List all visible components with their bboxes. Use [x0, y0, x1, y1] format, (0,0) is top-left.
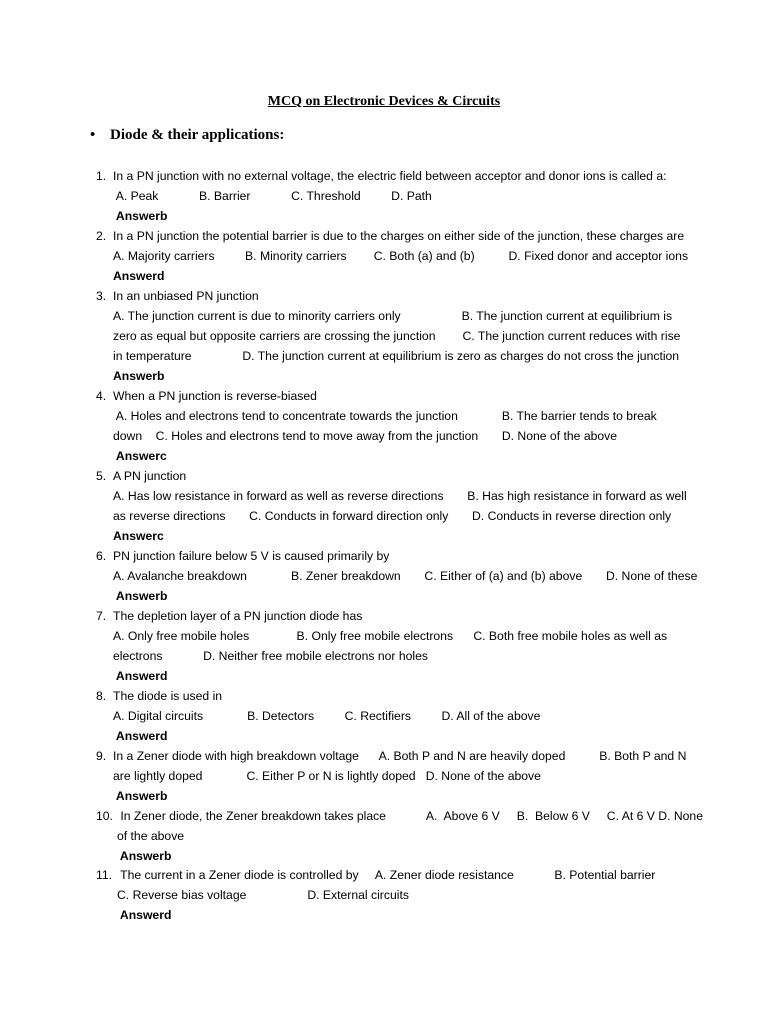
question-text: When a PN junction is reverse-biased — [113, 389, 317, 403]
question-item — [96, 806, 716, 866]
question-text: In a Zener diode with high breakdown voltage A. Both P and N are heavily doped B. Both P and N — [113, 749, 687, 763]
answer-line: Answerd — [113, 269, 165, 283]
question-text: In a PN junction with no external voltage, the electric field between acceptor and donor ions is called a: — [113, 169, 667, 183]
question-text: In Zener diode, the Zener breakdown takes place A. Above 6 V B. Below 6 V C. At 6 V D. None — [117, 809, 703, 823]
answer-line: Answerb — [113, 209, 168, 223]
options-line: in temperature D. The junction current at equilibrium is zero as charges do not cross the junction — [113, 349, 680, 363]
question-body — [113, 606, 716, 686]
options-line: C. Reverse bias voltage D. External circuits — [117, 888, 409, 902]
question-item — [96, 386, 716, 466]
answer-line: Answerb — [117, 849, 172, 863]
question-item — [96, 166, 716, 226]
options-line: A. Avalanche breakdown B. Zener breakdown C. Either of (a) and (b) above D. None of these — [113, 569, 698, 583]
question-item — [96, 686, 716, 746]
answer-line: Answerc — [113, 529, 164, 543]
options-line: A. Has low resistance in forward as well as reverse directions B. Has high resistance in forward as well — [113, 489, 687, 503]
question-item — [96, 606, 716, 686]
question-text: In an unbiased PN junction — [113, 289, 259, 303]
question-text: The depletion layer of a PN junction diode has — [113, 609, 363, 623]
question-text: A PN junction — [113, 469, 187, 483]
question-item — [96, 865, 716, 925]
question-item — [96, 466, 716, 546]
question-number: 1. — [96, 169, 107, 183]
question-text: PN junction failure below 5 V is caused primarily by — [113, 549, 390, 563]
answer-line: Answerd — [113, 669, 168, 683]
options-line: A. The junction current is due to minority carriers only B. The junction current at equilibrium is — [113, 309, 673, 323]
question-body — [113, 226, 716, 286]
answer-line: Answerb — [113, 369, 165, 383]
question-text: The current in a Zener diode is controlled by A. Zener diode resistance B. Potential barrier — [117, 868, 656, 882]
question-body — [113, 746, 716, 806]
question-number: 5. — [96, 469, 107, 483]
question-number: 7. — [96, 609, 107, 623]
question-number: 3. — [96, 289, 107, 303]
question-number: 10. — [96, 809, 113, 823]
question-body — [113, 286, 716, 386]
answer-line: Answerd — [117, 908, 172, 922]
question-number: 4. — [96, 389, 107, 403]
question-number: 9. — [96, 749, 107, 763]
options-line: zero as equal but opposite carriers are crossing the junction C. The junction current reduces with rise — [113, 329, 681, 343]
answer-line: Answerb — [113, 789, 168, 803]
answer-line: Answerb — [113, 589, 168, 603]
question-number: 6. — [96, 549, 107, 563]
question-number: 8. — [96, 689, 107, 703]
section-heading-text: Diode & their applications: — [110, 127, 285, 143]
question-number: 11. — [96, 868, 113, 882]
question-body — [113, 166, 716, 226]
answer-line: Answerc — [113, 449, 167, 463]
question-body — [117, 865, 716, 925]
question-item — [96, 226, 716, 286]
page-title: MCQ on Electronic Devices & Circuits — [267, 94, 501, 109]
options-line: of the above — [117, 829, 185, 843]
question-body — [113, 386, 716, 466]
question-item — [96, 546, 716, 606]
section-heading — [90, 127, 284, 144]
options-line: as reverse directions C. Conducts in forward direction only D. Conducts in reverse direction only — [113, 509, 672, 523]
options-line: down C. Holes and electrons tend to move away from the junction D. None of the above — [113, 429, 618, 443]
options-line: electrons D. Neither free mobile electrons nor holes — [113, 649, 428, 663]
question-text: The diode is used in — [113, 689, 223, 703]
question-body — [113, 546, 716, 606]
options-line: A. Holes and electrons tend to concentrate towards the junction B. The barrier tends to break — [113, 409, 657, 423]
question-body — [117, 806, 716, 866]
answer-line: Answerd — [113, 729, 168, 743]
bullet-icon: • — [90, 127, 96, 143]
options-line: A. Digital circuits B. Detectors C. Rectifiers D. All of the above — [113, 709, 541, 723]
options-line: are lightly doped C. Either P or N is lightly doped D. None of the above — [113, 769, 541, 783]
question-item — [96, 286, 716, 386]
question-text: In a PN junction the potential barrier is due to the charges on either side of the junction, these charges are — [113, 229, 685, 243]
question-body — [113, 466, 716, 546]
question-body — [113, 686, 716, 746]
question-number: 2. — [96, 229, 107, 243]
question-item — [96, 746, 716, 806]
options-line: A. Peak B. Barrier C. Threshold D. Path — [113, 189, 432, 203]
options-line: A. Only free mobile holes B. Only free mobile electrons C. Both free mobile holes as well as — [113, 629, 668, 643]
options-line: A. Majority carriers B. Minority carriers C. Both (a) and (b) D. Fixed donor and acceptor ions — [113, 249, 689, 263]
